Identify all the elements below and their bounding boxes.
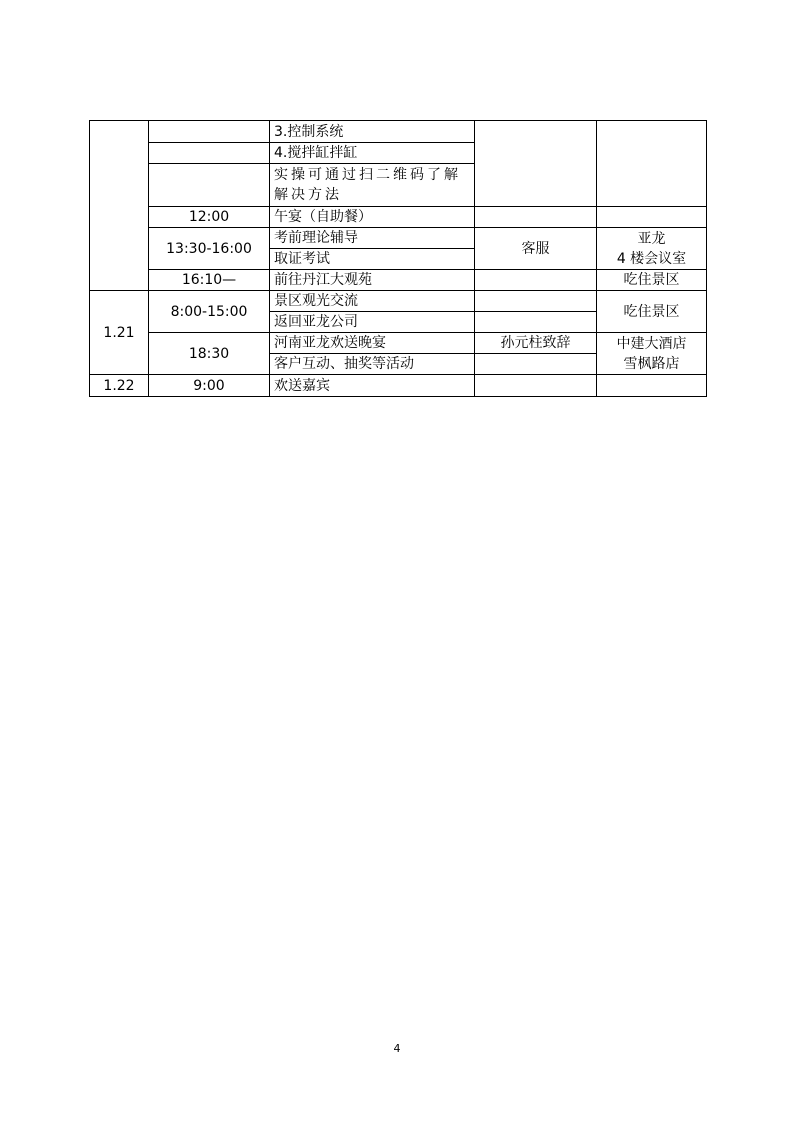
location-line: 雪枫路店 — [623, 355, 680, 372]
activity-cell: 前往丹江大观苑 — [270, 270, 475, 291]
time-cell — [149, 164, 270, 207]
activity-cell: 河南亚龙欢送晚宴 — [270, 333, 475, 354]
person-cell — [475, 207, 597, 228]
time-cell: 16:10— — [149, 270, 270, 291]
table-row — [90, 270, 707, 291]
location-cell: 吃住景区 — [597, 270, 707, 291]
time-cell — [149, 143, 270, 164]
time-cell — [149, 121, 270, 143]
table-row — [90, 121, 707, 143]
location-cell — [597, 375, 707, 397]
activity-cell: 欢送嘉宾 — [270, 375, 475, 397]
person-cell — [475, 312, 597, 333]
location-line: 中建大酒店 — [616, 335, 687, 352]
table-row — [90, 375, 707, 397]
activity-cell: 实操可通过扫二维码了解解决方法 — [270, 164, 475, 207]
date-cell — [90, 121, 149, 291]
time-cell: 8:00-15:00 — [149, 291, 270, 333]
table-row — [90, 207, 707, 228]
time-cell: 12:00 — [149, 207, 270, 228]
activity-cell: 午宴（自助餐） — [270, 207, 475, 228]
person-cell: 客服 — [475, 228, 597, 270]
location-cell — [597, 333, 707, 375]
activity-cell: 取证考试 — [270, 249, 475, 270]
date-cell: 1.21 — [90, 291, 149, 375]
location-cell — [597, 121, 707, 207]
table-row — [90, 291, 707, 312]
time-cell: 13:30-16:00 — [149, 228, 270, 270]
activity-cell: 考前理论辅导 — [270, 228, 475, 249]
location-line: 亚龙 — [637, 230, 666, 247]
person-cell — [475, 270, 597, 291]
location-line: 4 楼会议室 — [616, 250, 687, 267]
schedule-table — [89, 120, 707, 397]
table-row — [90, 333, 707, 354]
location-cell: 吃住景区 — [597, 291, 707, 333]
activity-cell: 客户互动、抽奖等活动 — [270, 354, 475, 375]
location-cell — [597, 228, 707, 270]
page-number: 4 — [393, 1042, 401, 1055]
person-cell — [475, 291, 597, 312]
location-cell — [597, 207, 707, 228]
date-cell: 1.22 — [90, 375, 149, 397]
activity-cell: 3.控制系统 — [270, 121, 475, 143]
person-cell — [475, 375, 597, 397]
time-cell: 9:00 — [149, 375, 270, 397]
person-cell — [475, 121, 597, 207]
activity-cell: 景区观光交流 — [270, 291, 475, 312]
person-cell — [475, 354, 597, 375]
table-row — [90, 228, 707, 249]
person-cell: 孙元柱致辞 — [475, 333, 597, 354]
activity-cell: 返回亚龙公司 — [270, 312, 475, 333]
activity-cell: 4.搅拌缸拌缸 — [270, 143, 475, 164]
time-cell: 18:30 — [149, 333, 270, 375]
